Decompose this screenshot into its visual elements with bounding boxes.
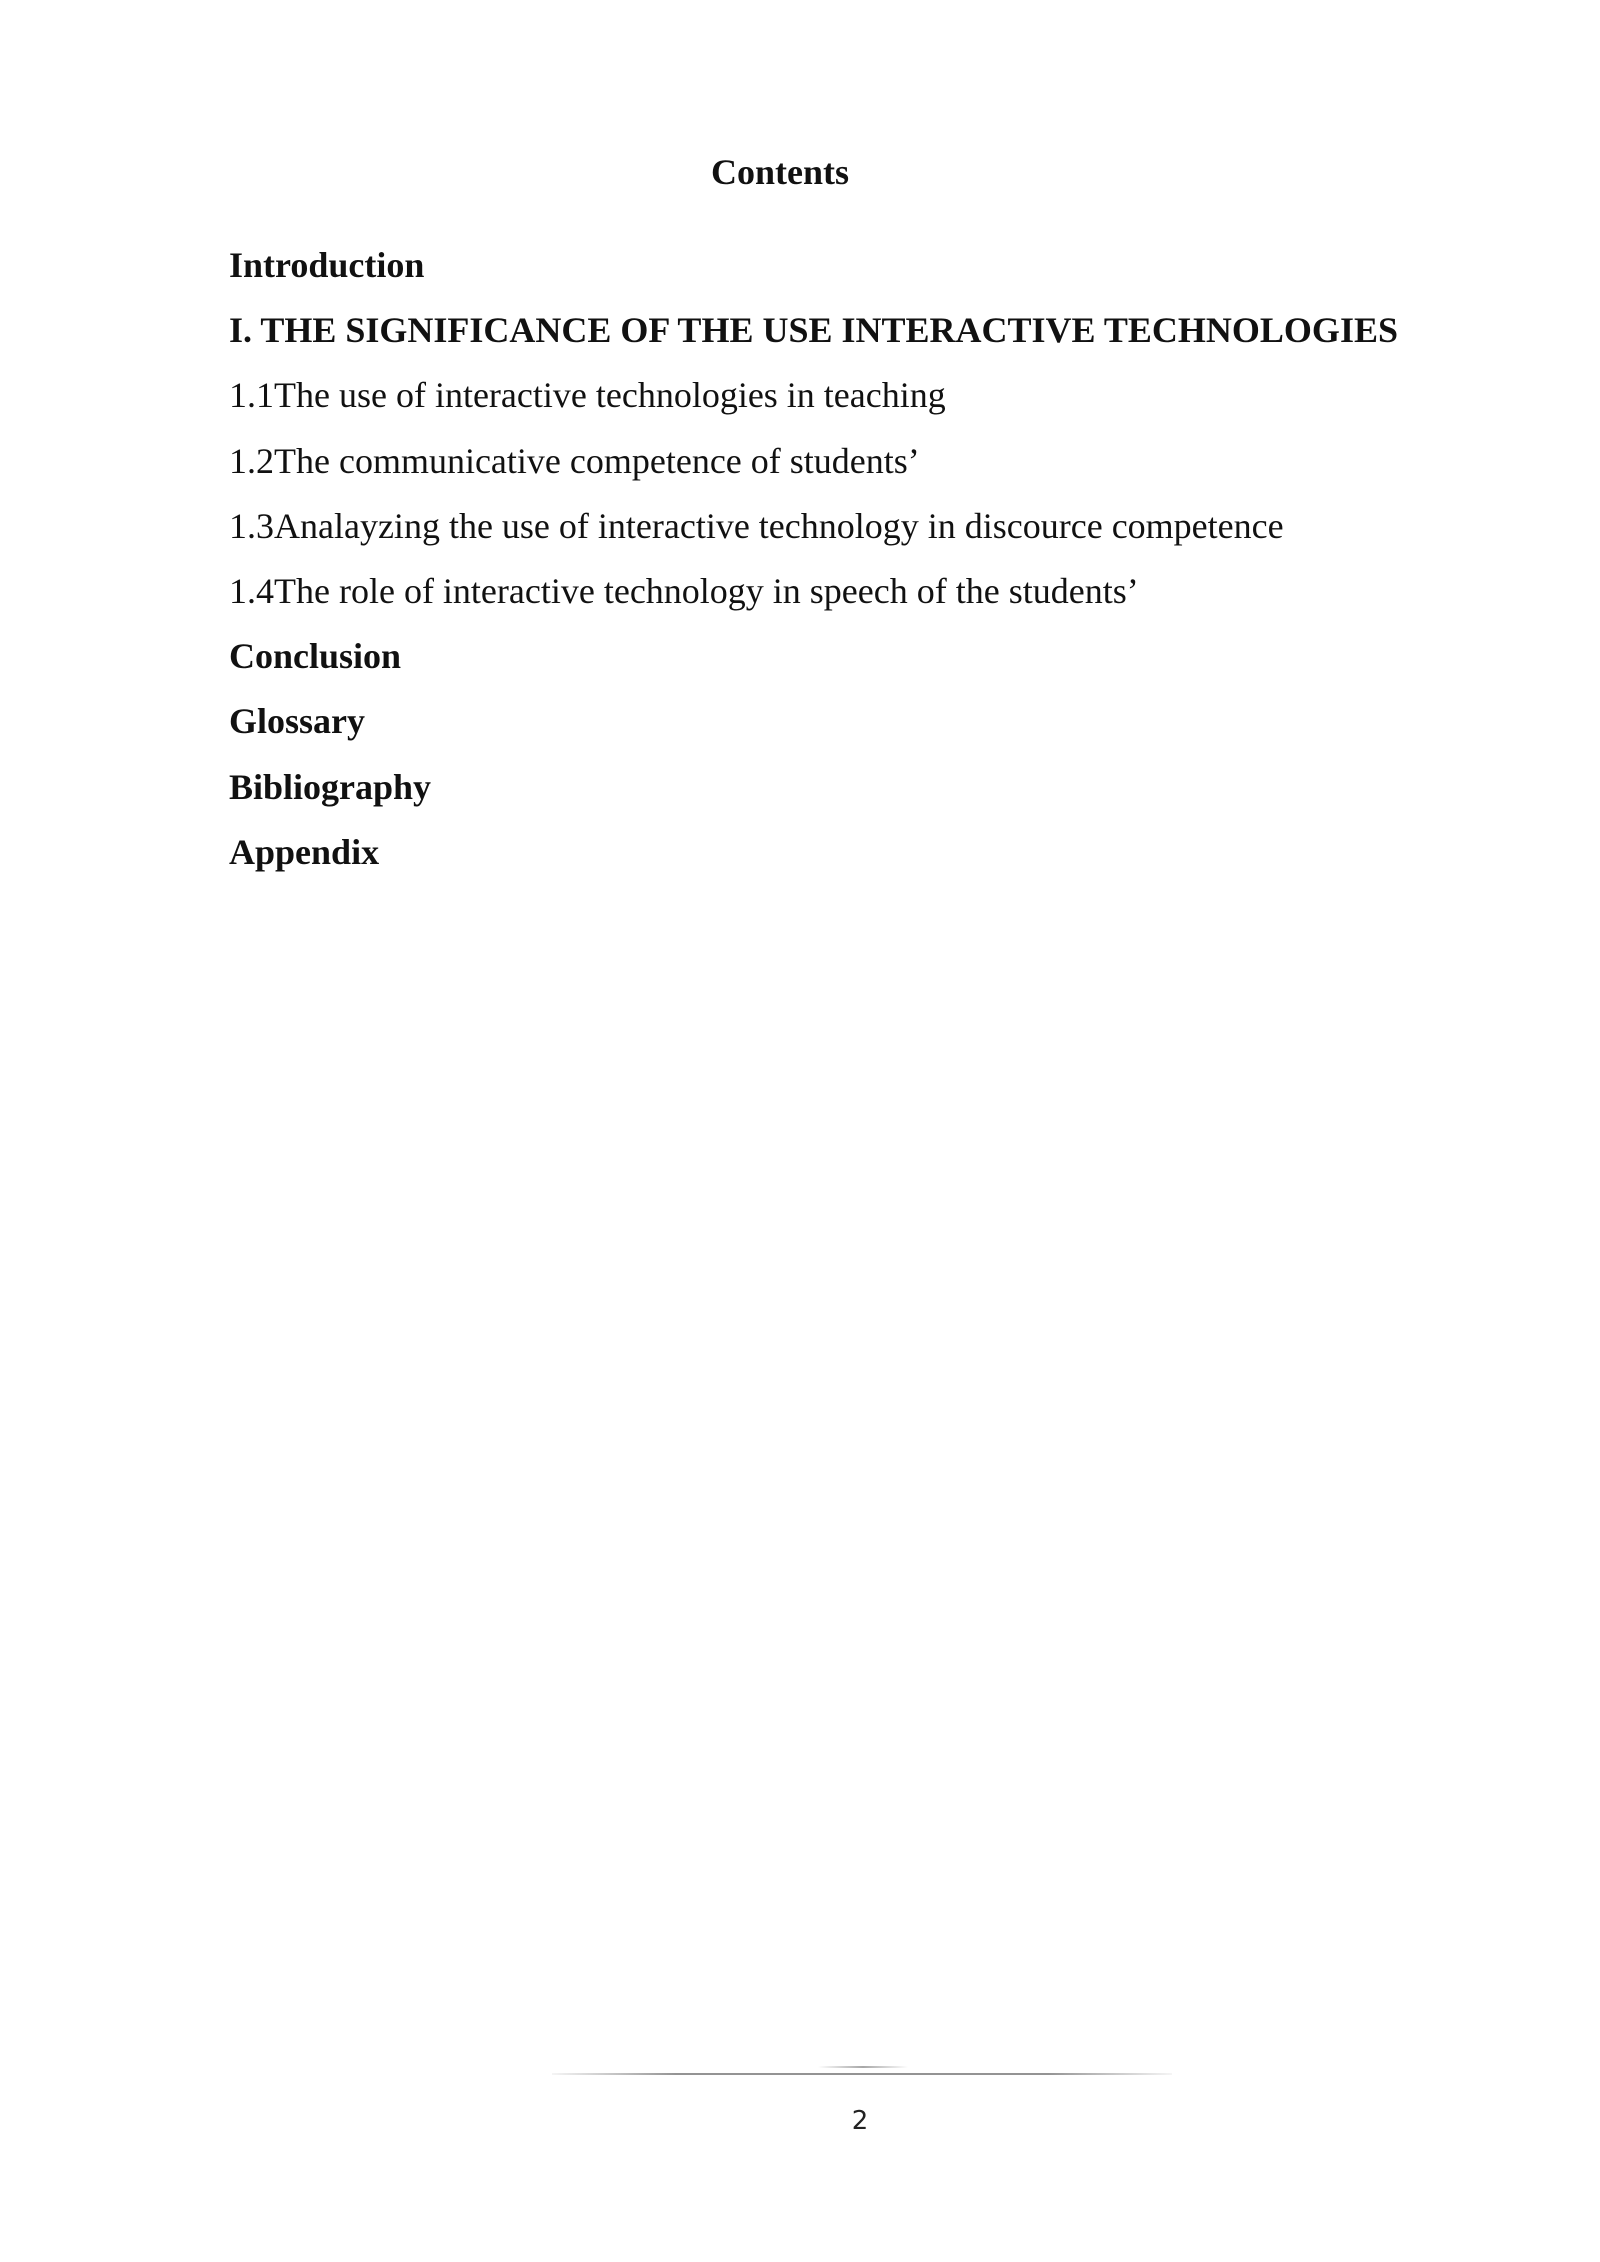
toc-entry-appendix: Appendix — [229, 831, 380, 872]
toc-entry-chapter-1: I. THE SIGNIFICANCE OF THE USE INTERACTIVE TECHNOLOGIES — [229, 310, 1398, 351]
toc-entry-section-1-4: 1.4The role of interactive technology in speech of the students’ — [229, 570, 1139, 611]
footer-divider-mark — [818, 2066, 908, 2068]
footer-divider — [552, 2073, 1172, 2075]
toc-entry-section-1-3: 1.3Analayzing the use of interactive technology in discource competence — [229, 505, 1284, 546]
toc-entry-bibliography: Bibliography — [229, 766, 432, 807]
toc-entry-section-1-2: 1.2The communicative competence of students’ — [229, 440, 920, 481]
toc-entry-section-1-1: 1.1The use of interactive technologies in teaching — [229, 375, 946, 416]
toc-entry-conclusion: Conclusion — [229, 636, 402, 677]
page-number: 2 — [851, 2106, 869, 2136]
toc-entry-glossary: Glossary — [229, 701, 366, 742]
toc-entry-introduction: Introduction — [229, 245, 425, 285]
table-of-contents — [229, 243, 1529, 895]
contents-title: Contents — [710, 152, 849, 192]
